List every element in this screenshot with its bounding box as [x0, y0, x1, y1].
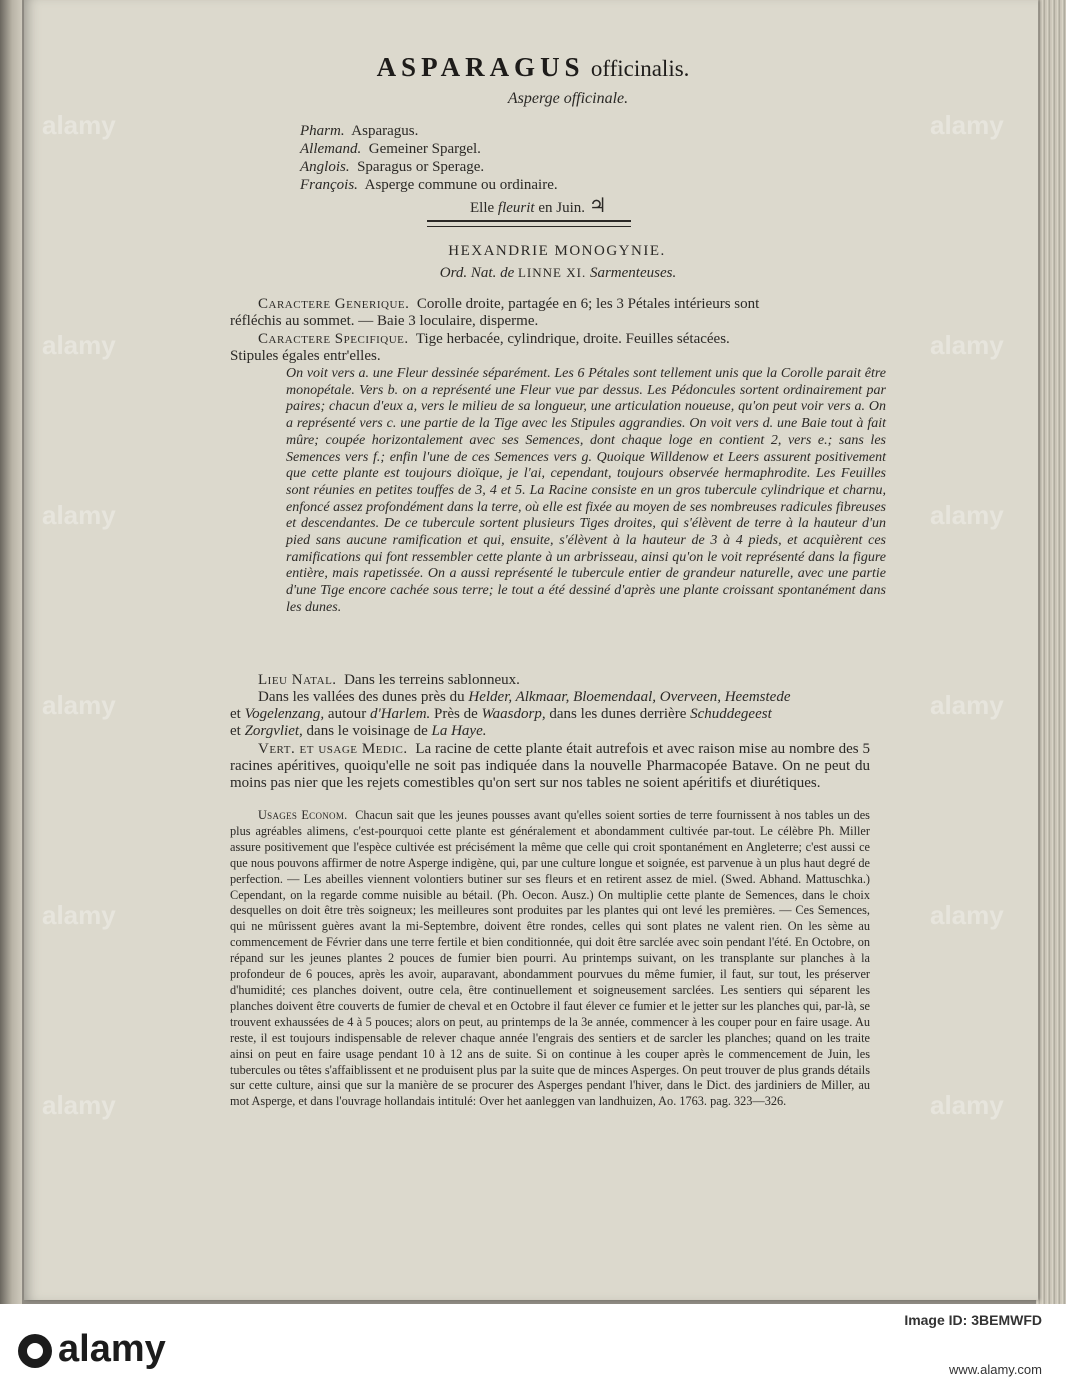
habitat-text: dans le voisinage de: [306, 723, 428, 739]
previous-page-edge: [0, 0, 22, 1304]
habitat-place: Schuddegeest: [690, 706, 772, 722]
habitat-line: [258, 689, 874, 706]
medicinal-use-text: La racine de cette plante était autrefois et avec raison mise au nombre des 5 racines apéritives, quoiqu'elle ne soit pas indiquée dans la nouvelle Pharmacopée Batave. On ne peut du moins pas nier que les rejets comestibles qu'on sert sur nos tables ne soient apéritifs et diurétiques.: [230, 741, 870, 791]
title-genus: ASPARAGUS: [376, 52, 585, 82]
native-habitat: [230, 672, 874, 740]
specific-character-line: [258, 331, 874, 348]
watermark: alamy: [42, 330, 116, 360]
name-language: Pharm.: [300, 123, 345, 139]
natural-order: [0, 265, 1066, 282]
name-row: [300, 140, 558, 158]
watermark: alamy: [930, 900, 1004, 930]
name-language: François.: [300, 177, 358, 193]
alamy-logo-text: alamy: [58, 1328, 166, 1370]
habitat-place: Waasdorp,: [481, 706, 546, 722]
medicinal-use: [230, 741, 870, 792]
economic-use-label: Usages Econom.: [258, 808, 348, 822]
habitat-places: Helder, Alkmaar, Bloemendaal, Overveen, Heemstede: [468, 689, 791, 705]
generic-character: [230, 296, 874, 330]
watermark: alamy: [42, 900, 116, 930]
name-value: Sparagus or Sperage.: [357, 159, 485, 175]
generic-character-line: réfléchis au sommet. — Baie 3 loculaire, disperme.: [230, 313, 539, 329]
economic-use: [230, 808, 870, 1110]
habitat-place: Vogelenzang,: [244, 706, 325, 722]
name-value: Asperge commune ou ordinaire.: [364, 177, 558, 193]
medicinal-use-label: Vert. et usage Medic.: [258, 741, 408, 757]
habitat-label: Lieu Natal.: [258, 672, 337, 688]
habitat-line: [230, 723, 874, 740]
page-stack-edges: [1036, 0, 1066, 1304]
name-value: Gemeiner Spargel.: [368, 141, 481, 157]
page-subtitle: Asperge officinale.: [507, 90, 629, 107]
habitat-text: Dans les terreins sablonneux.: [344, 672, 520, 688]
watermark: alamy: [42, 110, 116, 140]
order-name: Sarmenteuses.: [589, 265, 677, 281]
perennial-symbol: ♃: [588, 195, 607, 217]
flowering-suffix: en Juin.: [538, 200, 585, 216]
watermark: alamy: [930, 110, 1004, 140]
name-row: [300, 176, 558, 194]
watermark: alamy: [42, 690, 116, 720]
name-value: Asparagus.: [351, 123, 419, 139]
habitat-line: [258, 672, 874, 689]
specific-character-label: Caractere Specifique.: [258, 331, 409, 347]
divider-rule: [427, 220, 631, 227]
generic-character-text: Corolle droite, partagée en 6; les 3 Pétales intérieurs sont: [416, 296, 760, 312]
alamy-logo: [18, 1328, 166, 1371]
generic-character-label: Caractere Generique.: [258, 296, 410, 312]
name-row: [300, 122, 558, 140]
watermark: alamy: [930, 330, 1004, 360]
alamy-logo-icon: [18, 1334, 52, 1368]
habitat-text: et: [230, 723, 241, 739]
linnaean-class: HEXANDRIE MONOGYNIE.: [448, 243, 666, 259]
order-prefix: Ord. Nat. de: [439, 265, 515, 281]
specific-character: [230, 331, 874, 365]
plant-description: On voit vers a. une Fleur dessinée séparément. Les 6 Pétales sont tellement unis que la Corolle parait être monopétale. Vers b. on a représenté une Fleur vue par dessus. Les Pédoncules sortent ordinairement par paires; chacun d'eux a, vers le milieu de sa longueur, une articulation noueuse, qu'on peut voir vers a. On a représenté vers c. une partie de la Tige avec les Stipules aggrandies. On voit vers d. une Baie tout à fait mûre; coupée horizontalement avec ses Semences, dont chaque loge en contient 2, vers e.; sans les Semences vers f.; enfin l'une de ces Semences vers g. Quoique Willdenow et Leers assurent positivement que cette plante est toujours dioïque, je l'ai, cependant, toujours observée hermaphrodite. Les Feuilles sont réunies en petites touffes de 3, 4 et 5. La Racine consiste en un gros tubercule cylindrique et charnu, enfoncé assez profondément dans la terre, où elle est fixée au moyen de ses nombreuses radicules fibreuses et descendantes. De ce tubercule sortent plusieurs Tiges droites, qui s'élèvent de terre à la hauteur d'un pied sans aucune ramification et qui, ensuite, s'élèvent à la hauteur de 3 à 4 pieds, et acquièrent ces ramifications qui font ressembler cette plante à un arbrisseau, ainsi qu'on le voit représenté dans la figure entière, mais rapetissée. On a aussi représenté le tubercule entier de grandeur naturelle, avec une partie d'une Tige encore cachée sous terre; le tout a été dessiné d'après une plante croissant spontanément dans les dunes.: [286, 366, 886, 615]
flowering-prefix: Elle: [470, 200, 495, 216]
specific-character-text: Tige herbacée, cylindrique, droite. Feuilles sétacées.: [415, 331, 730, 347]
flowering-line: [470, 193, 607, 218]
watermark: alamy: [42, 1090, 116, 1120]
specific-character-line: Stipules égales entr'elles.: [230, 348, 381, 364]
footer-url: www.alamy.com: [949, 1362, 1042, 1377]
habitat-text: Dans les vallées des dunes près du: [258, 689, 465, 705]
habitat-place: La Haye.: [431, 723, 487, 739]
title-species: officinalis.: [590, 56, 690, 81]
page-title: [0, 52, 1066, 83]
habitat-text: autour: [327, 706, 367, 722]
order-linne: LINNE XI.: [517, 265, 587, 280]
watermark: alamy: [930, 1090, 1004, 1120]
image-id: [904, 1312, 1042, 1328]
economic-use-text: Chacun sait que les jeunes pousses avant qu'elles soient sorties de terre fournissent à nos tables un des plus agréables alimens, c'est-pourquoi cette plante est généralement et abondamment cultivée par-tout. Le célèbre Ph. Miller assure positivement que l'espèce cultivée est précisément la même que celle qui croit spontanément en Angleterre; c'est aussi ce que nous pouvons affirmer de notre Asperge indigène, qui, par une culture longue et soignée, est parvenue à un plus haut degré de perfection. — Les abeilles viennent volontiers butiner sur ses fleurs et en retirent assez de miel. (Swed. Abhand. Mattuschka.) Cependant, on la regarde comme nuisible au bétail. (Ph. Oecon. Ausz.) On multiplie cette plante de Semences, dans le choix desquelles on doit être très soigneux; les meilleures sont produites par les plantes qui ont levé les premières. — Ces Semences, qui ne mûrissent guères avant la mi-Septembre, doivent être rondes, celles qui sont plates ne valent rien. On les sème au commencement de Février dans une terre fertile et bien conditionnée, qui doit être sarclée avec soin pendant l'été. En Octobre, on répand sur les jeunes plantes 2 pouces de fumier bien pourri. Au printemps suivant, on les transplante sur planches à la profondeur de 6 pouces, après les avoir, auparavant, abondamment pourvues du même fumier, il faut, sur tout, les préserver d'humidité; ces planches doivent, outre cela, être continuellement et soigneusement sarclées. Les sentiers qui séparent les planches doivent être couverts de fumier de cheval et en Octobre il faut élever ce fumier et le jetter sur les planches qui, par-là, se trouvent exhaussées de 4 à 5 pouces; alors on peut, au printemps de la 3e année, commencer à les couper pour en faire usage. Au reste, il est toujours indispensable de relever chaque année l'engrais des sentiers et de sarcler les planches; quand on les traite ainsi on peut en faire usage pendant 10 à 12 ans de suite. Si on continue à les couper après le commencement de Juin, les tubercules ou têtes s'affaiblissent et ne produisent plus par la suite que de minces Asperges. On peut trouver de plus grands détails sur cette culture, ainsi que sur la manière de se procurer des Asperges pendant l'hiver, dans le Dict. des jardiniers de Miller, au mot Asperge, et dans l'ouvrage hollandais intitulé: Over het aanleggen van landhuizen, Ao. 1763. pag. 323—326.: [230, 808, 870, 1109]
habitat-line: [230, 706, 874, 723]
watermark: alamy: [42, 500, 116, 530]
generic-character-line: [258, 296, 874, 313]
habitat-place: d'Harlem.: [369, 706, 431, 722]
watermark: alamy: [930, 500, 1004, 530]
name-language: Allemand.: [300, 141, 362, 157]
habitat-text: Près de: [434, 706, 478, 722]
habitat-text: et: [230, 706, 241, 722]
image-id-text: Image ID: 3BEMWFD: [904, 1312, 1042, 1328]
habitat-place: Zorgvliet,: [244, 723, 303, 739]
stock-footer: [0, 1304, 1066, 1390]
habitat-text: dans les dunes derrière: [549, 706, 687, 722]
name-row: [300, 158, 558, 176]
flowering-verb: fleurit: [497, 200, 535, 216]
name-language: Anglois.: [300, 159, 350, 175]
vernacular-names: [300, 122, 558, 194]
watermark: alamy: [930, 690, 1004, 720]
